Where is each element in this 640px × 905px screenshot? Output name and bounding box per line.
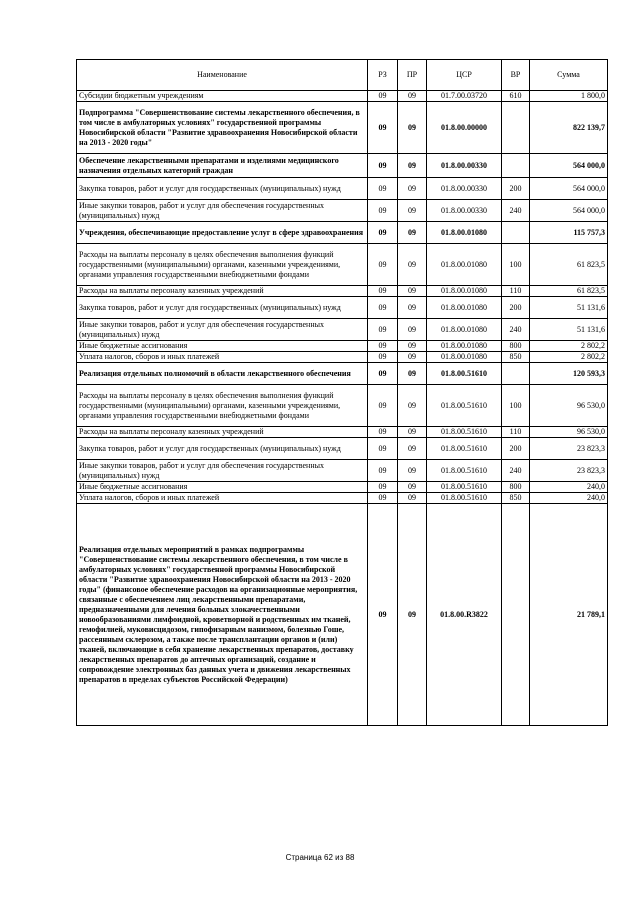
table-row [77,319,608,341]
cell-rz: 09 [368,244,398,286]
header-vr: ВР [502,60,530,91]
cell-sum: 240,0 [530,493,608,504]
cell-pr: 09 [398,352,427,363]
budget-table [76,59,608,726]
header-sum: Сумма [530,60,608,91]
cell-sum: 2 802,2 [530,352,608,363]
cell-csr: 01.8.00.51610 [427,385,502,427]
cell-pr: 09 [398,493,427,504]
cell-vr: 800 [502,482,530,493]
cell-csr: 01.8.00.51610 [427,460,502,482]
table-row [77,352,608,363]
cell-rz: 09 [368,504,398,726]
cell-name: Обеспечение лекарственными препаратами и изделиями медицинского назначения отдельных категорий граждан [77,154,368,178]
table-row [77,493,608,504]
cell-pr: 09 [398,427,427,438]
cell-vr: 200 [502,438,530,460]
cell-pr: 09 [398,91,427,102]
table-row [77,385,608,427]
cell-rz: 09 [368,102,398,154]
cell-name: Расходы на выплаты персоналу в целях обеспечения выполнения функций государственными (муниципальными) органами, казенными учреждениями, органами управления государственными внебюджетными фондами [77,244,368,286]
cell-vr [502,363,530,385]
cell-rz: 09 [368,385,398,427]
cell-pr: 09 [398,286,427,297]
cell-sum: 564 000,0 [530,178,608,200]
cell-pr: 09 [398,438,427,460]
cell-vr [502,504,530,726]
cell-csr: 01.8.00.51610 [427,427,502,438]
cell-name: Подпрограмма "Совершенствование системы лекарственного обеспечения, в том числе в амбулаторных условиях" государственной программы Новосибирской области "Развитие здравоохранения Новосибирской области на 2013 - 2020 годы" [77,102,368,154]
cell-vr: 240 [502,200,530,222]
cell-rz: 09 [368,493,398,504]
header-csr: ЦСР [427,60,502,91]
cell-rz: 09 [368,341,398,352]
table-row [77,222,608,244]
cell-rz: 09 [368,427,398,438]
cell-sum: 564 000,0 [530,154,608,178]
cell-name: Расходы на выплаты персоналу казенных учреждений [77,286,368,297]
cell-sum: 96 530,0 [530,385,608,427]
cell-rz: 09 [368,438,398,460]
cell-vr: 240 [502,460,530,482]
cell-pr: 09 [398,460,427,482]
cell-name: Иные закупки товаров, работ и услуг для обеспечения государственных (муниципальных) нужд [77,200,368,222]
cell-rz: 09 [368,482,398,493]
cell-vr: 850 [502,352,530,363]
cell-pr: 09 [398,222,427,244]
cell-sum: 2 802,2 [530,341,608,352]
cell-rz: 09 [368,178,398,200]
cell-name: Учреждения, обеспечивающие предоставление услуг в сфере здравоохранения [77,222,368,244]
cell-pr: 09 [398,178,427,200]
cell-name: Иные бюджетные ассигнования [77,482,368,493]
cell-csr: 01.8.00.01080 [427,352,502,363]
cell-csr: 01.8.00.01080 [427,244,502,286]
table-row [77,178,608,200]
cell-csr: 01.8.00.01080 [427,341,502,352]
cell-pr: 09 [398,385,427,427]
cell-rz: 09 [368,460,398,482]
cell-csr: 01.8.00.51610 [427,493,502,504]
table-row [77,427,608,438]
cell-sum: 120 593,3 [530,363,608,385]
cell-name: Субсидии бюджетным учреждениям [77,91,368,102]
cell-sum: 61 823,5 [530,286,608,297]
cell-pr: 09 [398,244,427,286]
cell-name: Реализация отдельных полномочий в области лекарственного обеспечения [77,363,368,385]
cell-vr: 110 [502,286,530,297]
cell-csr: 01.8.00.51610 [427,482,502,493]
cell-name: Закупка товаров, работ и услуг для государственных (муниципальных) нужд [77,178,368,200]
cell-sum: 51 131,6 [530,297,608,319]
cell-name: Закупка товаров, работ и услуг для государственных (муниципальных) нужд [77,297,368,319]
cell-vr [502,154,530,178]
cell-sum: 822 139,7 [530,102,608,154]
table-row [77,286,608,297]
table-row [77,91,608,102]
cell-pr: 09 [398,363,427,385]
cell-pr: 09 [398,504,427,726]
cell-vr: 110 [502,427,530,438]
header-rz: РЗ [368,60,398,91]
table-row [77,363,608,385]
cell-rz: 09 [368,286,398,297]
cell-csr: 01.8.00.51610 [427,363,502,385]
cell-name: Реализация отдельных мероприятий в рамках подпрограммы "Совершенствование системы лекарственного обеспечения, в том числе в амбулаторных условиях" государственной программы Новосибирской области "Развитие здравоохранения Новосибирской области на 2013 - 2020 годы" (финансовое обеспечение расходов на организационные мероприятия, связанные с обеспечением лиц лекарственными препаратами, предназначенными для лечения больных злокачественными новообразованиями лимфоидной, кроветворной и родственных им тканей, гемофилией, муковисцидозом, гипофизарным нанизмом, болезнью Гоше, рассеянным склерозом, а также после трансплантации органов и (или) тканей, включающие в себя хранение лекарственных препаратов, доставку лекарственных препаратов до аптечных организаций, создание и сопровождение электронных баз данных учета и движения лекарственных препаратов в пределах субъектов Российской Федерации) [77,504,368,726]
cell-pr: 09 [398,297,427,319]
cell-pr: 09 [398,102,427,154]
cell-csr: 01.7.00.03720 [427,91,502,102]
cell-name: Иные закупки товаров, работ и услуг для обеспечения государственных (муниципальных) нужд [77,460,368,482]
cell-name: Уплата налогов, сборов и иных платежей [77,493,368,504]
cell-name: Уплата налогов, сборов и иных платежей [77,352,368,363]
cell-vr [502,222,530,244]
cell-vr: 200 [502,178,530,200]
cell-rz: 09 [368,363,398,385]
cell-rz: 09 [368,154,398,178]
cell-sum: 23 823,3 [530,438,608,460]
page-number: Страница 62 из 88 [285,853,355,862]
cell-vr: 100 [502,244,530,286]
table-row [77,460,608,482]
table-row [77,438,608,460]
cell-rz: 09 [368,319,398,341]
cell-csr: 01.8.00.00000 [427,102,502,154]
cell-pr: 09 [398,482,427,493]
cell-pr: 09 [398,154,427,178]
cell-pr: 09 [398,341,427,352]
cell-name: Расходы на выплаты персоналу казенных учреждений [77,427,368,438]
cell-vr: 850 [502,493,530,504]
cell-vr: 610 [502,91,530,102]
table-row [77,297,608,319]
cell-rz: 09 [368,222,398,244]
header-name: Наименование [77,60,368,91]
cell-csr: 01.8.00.00330 [427,178,502,200]
cell-rz: 09 [368,91,398,102]
cell-pr: 09 [398,319,427,341]
cell-pr: 09 [398,200,427,222]
cell-vr: 240 [502,319,530,341]
table-row [77,154,608,178]
table-row [77,341,608,352]
table-row [77,482,608,493]
cell-name: Расходы на выплаты персоналу в целях обеспечения выполнения функций государственными (муниципальными) органами, казенными учреждениями, органами управления государственными внебюджетными фондами [77,385,368,427]
cell-sum: 51 131,6 [530,319,608,341]
cell-csr: 01.8.00.01080 [427,319,502,341]
cell-vr [502,102,530,154]
cell-sum: 61 823,5 [530,244,608,286]
cell-name: Закупка товаров, работ и услуг для государственных (муниципальных) нужд [77,438,368,460]
cell-rz: 09 [368,352,398,363]
cell-csr: 01.8.00.01080 [427,286,502,297]
table-row [77,200,608,222]
cell-sum: 1 800,0 [530,91,608,102]
cell-csr: 01.8.00.01080 [427,297,502,319]
table-header-row [77,60,608,91]
cell-sum: 21 789,1 [530,504,608,726]
cell-csr: 01.8.00.51610 [427,438,502,460]
cell-csr: 01.8.00.00330 [427,200,502,222]
cell-rz: 09 [368,297,398,319]
cell-name: Иные бюджетные ассигнования [77,341,368,352]
cell-csr: 01.8.00.01080 [427,222,502,244]
table-body [77,91,608,726]
cell-vr: 800 [502,341,530,352]
cell-csr: 01.8.00.R3822 [427,504,502,726]
cell-vr: 100 [502,385,530,427]
cell-rz: 09 [368,200,398,222]
cell-sum: 240,0 [530,482,608,493]
table-row [77,102,608,154]
cell-vr: 200 [502,297,530,319]
cell-name: Иные закупки товаров, работ и услуг для обеспечения государственных (муниципальных) нужд [77,319,368,341]
table-row [77,504,608,726]
cell-csr: 01.8.00.00330 [427,154,502,178]
cell-sum: 96 530,0 [530,427,608,438]
cell-sum: 115 757,3 [530,222,608,244]
header-pr: ПР [398,60,427,91]
table-row [77,244,608,286]
cell-sum: 564 000,0 [530,200,608,222]
cell-sum: 23 823,3 [530,460,608,482]
